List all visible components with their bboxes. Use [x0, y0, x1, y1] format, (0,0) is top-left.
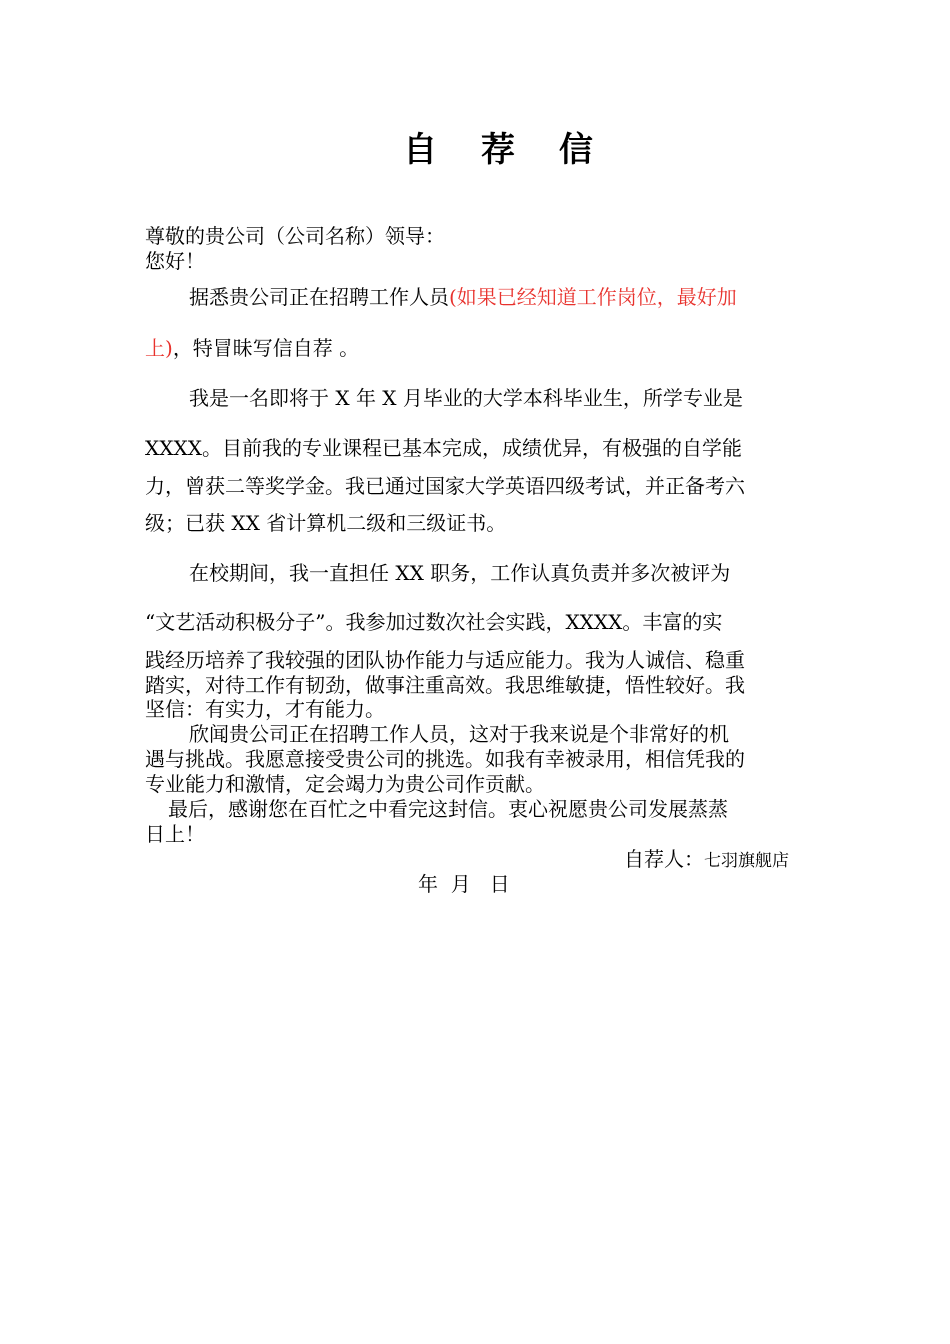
signature-line — [624, 847, 789, 874]
para3-line5: 坚信：有实力，才有能力。 — [145, 697, 385, 721]
para4-line1: 欣闻贵公司正在招聘工作人员，这对于我来说是个非常好的机 — [189, 722, 729, 746]
para3-line1: 在校期间，我一直担任 XX 职务，工作认真负责并多次被评为 — [189, 561, 731, 585]
salutation: 尊敬的贵公司（公司名称）领导： — [145, 224, 445, 248]
signature-name: 七羽旗舰店 — [704, 851, 789, 871]
hello-line: 您好！ — [145, 249, 205, 273]
para3-line2: “文艺活动积极分子”。我参加过数次社会实践，XXXX。丰富的实 — [145, 610, 723, 634]
para2-line3: 力，曾获二等奖学金。我已通过国家大学英语四级考试，并正备考六 — [145, 474, 745, 498]
para1-red-note-end: 上) — [145, 336, 173, 360]
para2-line4: 级；已获 XX 省计算机二级和三级证书。 — [145, 511, 507, 535]
para3-line3: 践经历培养了我较强的团队协作能力与适应能力。我为人诚信、稳重 — [145, 648, 745, 672]
para4-line3: 专业能力和激情，定会竭力为贵公司作贡献。 — [145, 772, 545, 796]
para5-line1: 最后，感谢您在百忙之中看完这封信。衷心祝愿贵公司发展蒸蒸 — [168, 797, 728, 821]
para1-rest: ，特冒昧写信自荐 。 — [172, 336, 360, 360]
signature-label: 自荐人： — [624, 847, 704, 871]
para1-line1 — [145, 285, 851, 310]
para3-line4: 踏实，对待工作有韧劲，做事注重高效。我思维敏捷，悟性较好。我 — [145, 673, 745, 697]
date-line: 年 月 日 — [418, 872, 510, 896]
letter-title: 自 荐 信 — [403, 130, 609, 170]
para1-prefix: 据悉贵公司正在招聘工作人员 — [189, 285, 449, 309]
para5-line2: 日上！ — [145, 822, 205, 846]
para2-line1: 我是一名即将于 X 年 X 月毕业的大学本科毕业生，所学专业是 — [189, 386, 743, 410]
para1-line2 — [145, 336, 807, 361]
para2-line2: XXXX。目前我的专业课程已基本完成，成绩优异，有极强的自学能 — [145, 436, 742, 460]
para4-line2: 遇与挑战。我愿意接受贵公司的挑选。如我有幸被录用，相信凭我的 — [145, 747, 745, 771]
para1-red-note: (如果已经知道工作岗位，最好加 — [449, 285, 737, 309]
